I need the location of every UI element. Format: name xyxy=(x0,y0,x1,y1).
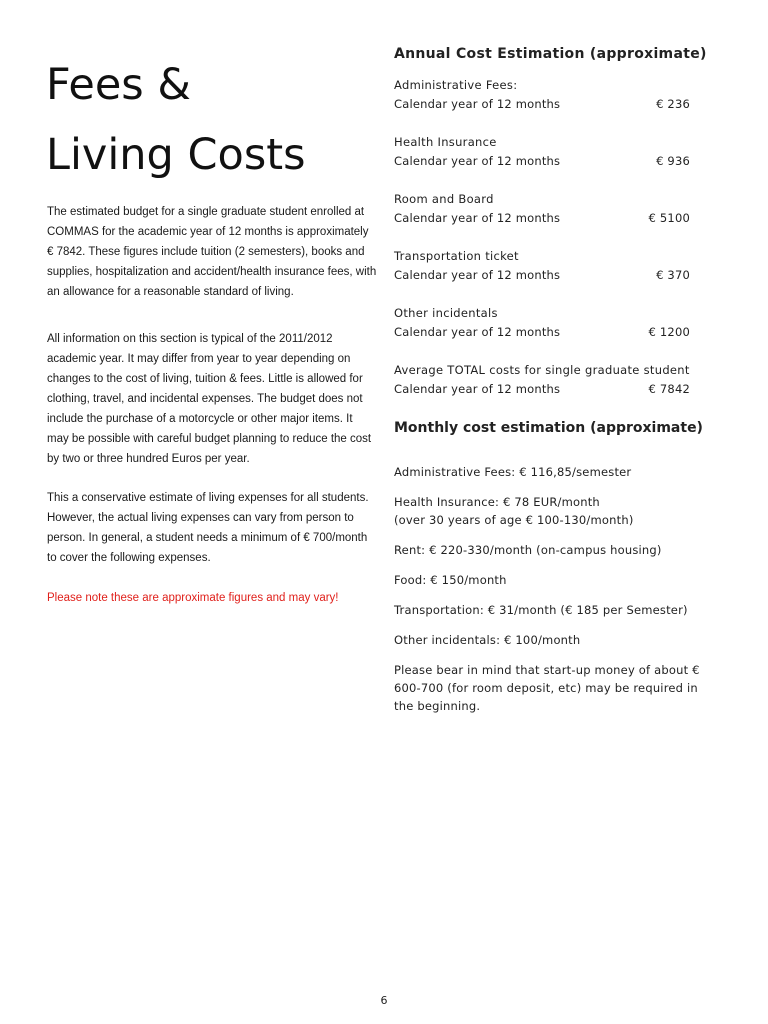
monthly-health-insurance xyxy=(394,493,724,529)
fee-amount: € 936 xyxy=(656,154,690,168)
living-expenses-paragraph: This a conservative estimate of living expenses for all students. However, the actual living expenses can vary from person to person. In general, a student needs a minimum of € 700/month to cover the following expenses. xyxy=(47,492,369,564)
fee-amount: € 370 xyxy=(656,268,690,282)
fee-row xyxy=(394,322,690,342)
monthly-transportation: Transportation: € 31/month (€ 185 per Semester) xyxy=(394,603,688,617)
health-insurance-line: Health Insurance: € 78 EUR/month xyxy=(394,495,600,509)
monthly-cost-title: Monthly cost estimation (approximate) xyxy=(394,420,703,436)
total-label: Average TOTAL costs for single graduate student xyxy=(394,363,690,377)
fee-label: Administrative Fees: xyxy=(394,78,518,92)
fee-row xyxy=(394,208,690,228)
annual-cost-list xyxy=(394,76,724,399)
monthly-other-incidentals: Other incidentals: € 100/month xyxy=(394,633,581,647)
startup-money-note: Please bear in mind that start-up money of about € 600-700 (for room deposit, etc) may be required in the beginning. xyxy=(394,663,700,713)
fee-item-administrative xyxy=(394,76,724,114)
fee-period: Calendar year of 12 months xyxy=(394,211,561,225)
page-title-line-2: Living Costs xyxy=(46,130,306,180)
fee-row xyxy=(394,379,690,399)
cost-column xyxy=(394,44,724,727)
fee-item-other-incidentals xyxy=(394,304,724,342)
page-number: 6 xyxy=(380,994,388,1007)
total-amount: € 7842 xyxy=(648,382,690,396)
fee-period: Calendar year of 12 months xyxy=(394,154,561,168)
fee-row xyxy=(394,265,690,285)
fee-amount: € 5100 xyxy=(648,211,690,225)
approximate-figures-note: Please note these are approximate figures and may vary! xyxy=(47,592,339,604)
fee-item-total xyxy=(394,361,724,399)
annual-cost-title: Annual Cost Estimation (approximate) xyxy=(394,46,707,62)
page-title-line-1: Fees & xyxy=(46,60,191,110)
monthly-rent: Rent: € 220-330/month (on-campus housing) xyxy=(394,543,662,557)
fee-item-transportation xyxy=(394,247,724,285)
fee-item-health-insurance xyxy=(394,133,724,171)
page-title xyxy=(46,50,366,190)
fee-label: Health Insurance xyxy=(394,135,497,149)
monthly-food: Food: € 150/month xyxy=(394,573,507,587)
academic-year-paragraph: All information on this section is typical of the 2011/2012 academic year. It may differ from year to year depending on changes to the cost of living, tuition & fees. Little is allowed for clothing, travel, and incidental expenses. The budget does not include the purchase of a motorcycle or other major items. It may be possible with careful budget planning to reduce the cost by two or three hundred Euros per year. xyxy=(47,333,372,465)
fee-label: Transportation ticket xyxy=(394,249,519,263)
health-insurance-over-30-line: (over 30 years of age € 100-130/month) xyxy=(394,513,634,527)
intro-column xyxy=(47,202,377,608)
fee-period: Calendar year of 12 months xyxy=(394,268,561,282)
fee-row xyxy=(394,94,690,114)
fee-period: Calendar year of 12 months xyxy=(394,97,561,111)
monthly-cost-list xyxy=(394,463,724,715)
fee-row xyxy=(394,151,690,171)
fee-label: Other incidentals xyxy=(394,306,498,320)
fee-period: Calendar year of 12 months xyxy=(394,325,561,339)
fee-amount: € 1200 xyxy=(648,325,690,339)
fee-label: Room and Board xyxy=(394,192,494,206)
fee-period: Calendar year of 12 months xyxy=(394,382,561,396)
budget-paragraph: The estimated budget for a single graduate student enrolled at COMMAS for the academic year of 12 months is approximately € 7842. These figures include tuition (2 semesters), books and supplies, hospitalization and accident/health insurance fees, with an allowance for a reasonable standard of living. xyxy=(47,206,377,298)
monthly-admin-fees: Administrative Fees: € 116,85/semester xyxy=(394,465,632,479)
fee-amount: € 236 xyxy=(656,97,690,111)
fee-item-room-board xyxy=(394,190,724,228)
